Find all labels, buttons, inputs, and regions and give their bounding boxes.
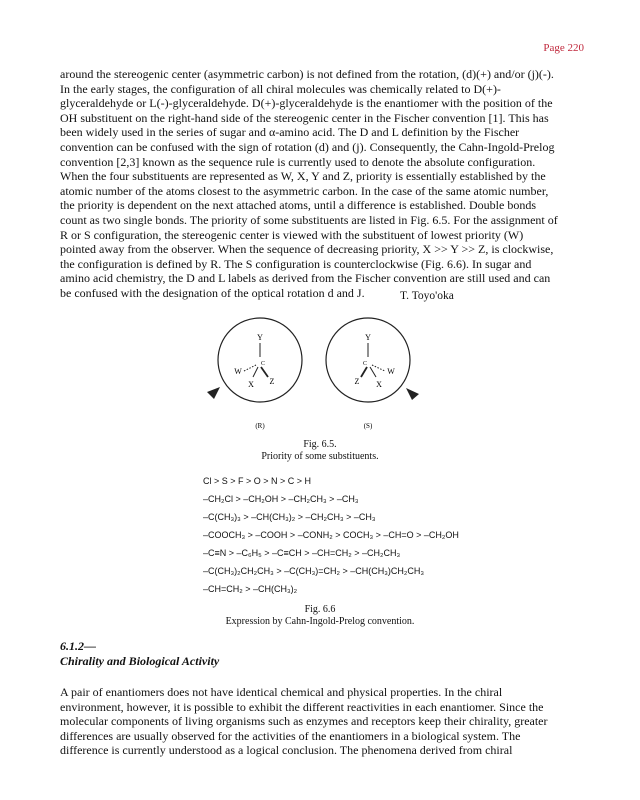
priority-row: –C≡N > –C₆H₅ > –C≡CH > –CH=CH₂ > –CH₂CH₃ xyxy=(203,548,401,558)
intro-paragraph xyxy=(60,67,588,301)
r-substituent-w: W xyxy=(234,367,242,376)
paragraph-line: amino acid chemistry, the D and L labels as derived from the Fischer convention are still used and can xyxy=(60,271,551,286)
s-substituent-z: Z xyxy=(354,377,360,386)
r-configuration-label: (R) xyxy=(255,422,265,430)
body-paragraph xyxy=(60,685,588,758)
r-rotation-circle xyxy=(218,318,302,402)
paragraph-line: count as two single bonds. The priority of some substituents are listed in Fig. 6.5. For the assignment of xyxy=(60,212,558,227)
figure-6-6-title: Fig. 6.6 xyxy=(304,604,336,615)
s-substituent-x: X xyxy=(376,380,382,389)
paragraph-line: OH substituent on the right-hand side of the stereogenic center in the Fischer convention [1]. This has xyxy=(60,110,549,125)
figure-6-5-text: Priority of some substituents. xyxy=(261,451,379,462)
paragraph-line: glyceraldehyde or L(-)-glyceraldehyde. D(+)-glyceraldehyde is the enantiomer with the position of the xyxy=(60,96,553,111)
priority-row: –CH=CH₂ > –CH(CH₃)₂ xyxy=(203,584,298,594)
paragraph-line: convention [2,3] known as the sequence rule is currently used to denote the absolute configuration. xyxy=(60,154,536,169)
r-substituent-x: X xyxy=(248,380,254,389)
priority-row: –CH₂Cl > –CH₂OH > –CH₂CH₃ > –CH₃ xyxy=(203,494,359,504)
page-number: Page 220 xyxy=(543,42,584,54)
figure-6-5-caption xyxy=(0,439,640,463)
paragraph-line: atomic number of the atoms closest to the asymmetric carbon. In the case of the same atomic number, xyxy=(60,183,549,198)
paragraph-line: convention can be confused with the sign of rotation (d) and (j). Consequently, the Cahn-Ingold-Prelog xyxy=(60,139,555,154)
paragraph-line: R or S configuration, the stereogenic center is viewed with the substituent of lowest priority (W) xyxy=(60,227,524,242)
s-center-carbon: C xyxy=(362,361,368,367)
figure-6-5-title: Fig. 6.5. xyxy=(303,439,337,450)
r-substituent-z: Z xyxy=(269,377,275,386)
paragraph-line: environment, however, it is possible to exhibit the different reactivities in each enantiomer. Since the xyxy=(60,699,544,714)
priority-row: Cl > S > F > O > N > C > H xyxy=(203,476,312,486)
paragraph-line: be confused with the designation of the optical rotation d and J. xyxy=(60,285,365,300)
s-configuration-label: (S) xyxy=(363,422,373,430)
paragraph-line: When the four substituents are represented as W, X, Y and Z, priority is essentially established by the xyxy=(60,169,546,184)
paragraph-line: differences are usually observed for the activities of the enantiomers in a biological system. The xyxy=(60,728,521,743)
r-substituent-y: Y xyxy=(257,333,263,342)
figure-credit: T. Toyo'oka xyxy=(400,290,454,302)
figure-6-6-text: Expression by Cahn-Ingold-Prelog convention. xyxy=(225,616,415,627)
paragraph-line: the priority is dependent on the next attached atoms, until a difference is established. Double bonds xyxy=(60,198,536,213)
section-title: Chirality and Biological Activity xyxy=(60,654,220,668)
rs-configuration-figure xyxy=(200,307,440,435)
r-center-carbon: C xyxy=(260,361,266,367)
paragraph-line: around the stereogenic center (asymmetric carbon) is not defined from the rotation, (d)(+) and/or (j)(-). xyxy=(60,67,554,81)
paragraph-line: A pair of enantiomers does not have identical chemical and physical properties. In the chiral xyxy=(60,685,503,699)
priority-row: –C(CH₃)₂CH₂CH₃ > –C(CH₃)=CH₂ > –CH(CH₃)CH₂CH₃ xyxy=(203,566,425,576)
paragraph-line: In the early stages, the configuration of all chiral molecules was chemically related to D(+)- xyxy=(60,81,501,96)
priority-row: –C(CH₃)₃ > –CH(CH₃)₂ > –CH₂CH₃ > –CH₃ xyxy=(203,512,376,522)
s-substituent-y: Y xyxy=(365,333,371,342)
paragraph-line: molecular components of living organisms such as enzymes and receptors keep their chirality, greater xyxy=(60,714,548,729)
priority-row: –COOCH₃ > –COOH > –CONH₂ > COCH₃ > –CH=O > –CH₂OH xyxy=(203,530,459,540)
s-substituent-w: W xyxy=(387,367,395,376)
s-rotation-circle xyxy=(326,318,410,402)
figure-6-6-caption xyxy=(0,604,640,628)
r-rotation-arrow xyxy=(207,387,220,399)
paragraph-line: difference is currently understood as a logical conclusion. The phenomena derived from chiral xyxy=(60,743,513,758)
paragraph-line: the configuration is defined by R. The S configuration is counterclockwise (Fig. 6.6). In sugar and xyxy=(60,256,532,271)
paragraph-line: pointed away from the observer. When the sequence of decreasing priority, X >> Y >> Z, is clockwise, xyxy=(60,242,554,257)
s-rotation-arrow xyxy=(406,388,419,400)
section-number: 6.1.2— xyxy=(60,639,96,653)
paragraph-line: been widely used in the series of sugar and α-amino acid. The D and L definition by the Fischer xyxy=(60,125,520,140)
